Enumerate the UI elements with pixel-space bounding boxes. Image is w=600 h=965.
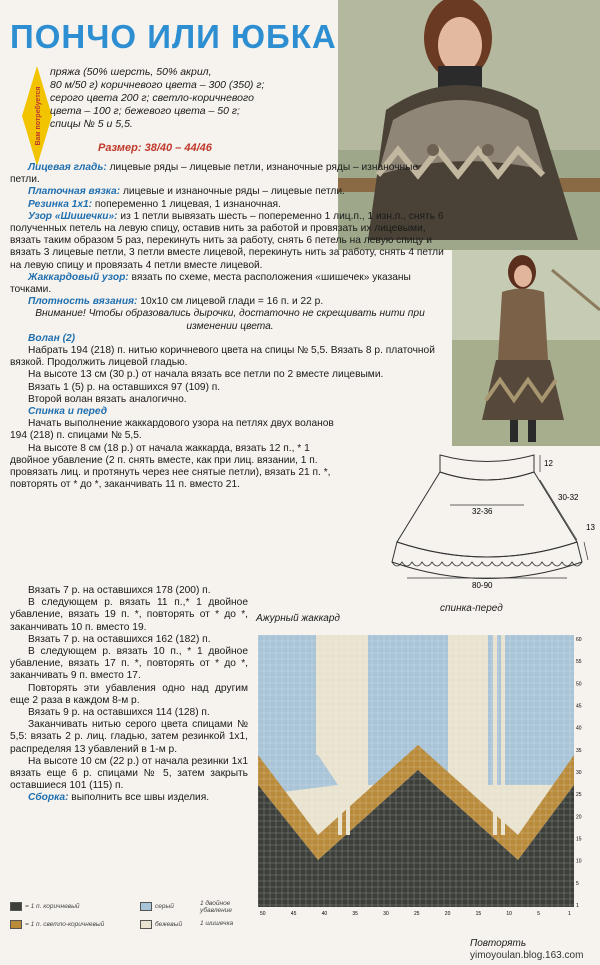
section-text: лицевые ряды – лицевые петли, изнаночные ряды – изнаночные петли. [10, 162, 419, 186]
legend-text: = 1 п. коричневый [25, 903, 80, 910]
section-text: Вязать 9 р. на оставшихся 114 (128) п. [28, 707, 210, 719]
chart-label: Ажурный жаккард [256, 613, 340, 624]
legend-item [10, 902, 79, 911]
y-tick-label: 1 [576, 903, 579, 909]
x-tick-label: 25 [414, 911, 420, 917]
y-tick-label: 35 [576, 747, 582, 754]
skirt-illustration [452, 250, 600, 446]
materials-line: 80 м/50 г) коричневого цвета – 300 (350) г; [50, 79, 265, 91]
section-text: Заканчивать нитью серого цвета спицами № 5,5: вязать 2 р. лиц. гладью, затем резинкой 1x1, распределяя 13 убавлений в 1-м р. [10, 719, 248, 755]
section-text: Начать выполнение жаккардового узора на петлях двух воланов 194 (218) п. спицами № 5,5. [10, 418, 334, 442]
section-heading: Узор «Шишечки»: [28, 210, 118, 222]
section-text: На высоте 13 см (30 р.) от начала вязать все петли по 2 вместе лицевыми. [28, 369, 384, 381]
legend-text: 1 двойное убавление [200, 900, 232, 914]
materials-line: спицы № 5 и 5,5. [50, 118, 133, 130]
legend-swatch [140, 902, 152, 911]
materials-line: пряжа (50% шерсть, 50% акрил, [50, 66, 212, 78]
section-text: Набрать 194 (218) п. нитью коричневого цвета на спицы № 5,5. Вязать 8 р. платочной вязкой. Продолжить лицевой гладью. [10, 345, 435, 369]
y-tick-label: 40 [576, 725, 582, 732]
materials-line: цвета – 100 г; бежевого цвета – 50 г; [50, 105, 240, 117]
x-tick-label: 45 [290, 911, 297, 917]
y-tick-label: 5 [576, 880, 579, 887]
x-tick-label: 1 [568, 911, 571, 917]
needed-badge [22, 66, 46, 166]
section-text: Второй волан вязать аналогично. [28, 393, 187, 405]
jacquard-chart [258, 635, 584, 925]
watermark: yimoyoulan.blog.163.com [470, 950, 584, 961]
legend-swatch [10, 902, 22, 911]
legend-swatch [140, 920, 152, 929]
schema-dim: 12 [544, 459, 553, 468]
repeat-label: Повторять [470, 938, 527, 949]
gray-block [488, 635, 574, 785]
y-tick-label: 25 [576, 792, 582, 799]
section-heading: Плотность вязания: [28, 296, 138, 308]
schema-dim: 13 [586, 523, 595, 532]
section-heading: Сборка: [28, 792, 69, 804]
y-tick-label: 55 [576, 659, 582, 666]
page-title: ПОНЧО ИЛИ ЮБКА [10, 18, 337, 55]
legend-text: 1 шишечка [200, 920, 234, 927]
section-text: выполнить все швы изделия. [68, 792, 210, 804]
section-heading: Резинка 1x1: [28, 198, 93, 210]
section-heading: Лицевая гладь: [28, 162, 107, 173]
schema-dim: 80-90 [472, 581, 493, 590]
x-tick-label: 40 [321, 911, 328, 917]
schema-dim: 32-36 [472, 507, 493, 516]
jacquard-grid [258, 635, 584, 925]
schema-drawing [372, 450, 597, 600]
y-tick-label: 45 [576, 703, 582, 710]
y-tick-label: 60 [576, 637, 582, 643]
section-text: попеременно 1 лицевая, 1 изнаночная. [92, 198, 281, 210]
schema-dim: 30-32 [558, 493, 579, 502]
legend-swatch [10, 920, 22, 929]
legend-item [140, 920, 182, 929]
x-tick-label: 10 [506, 911, 512, 917]
section-text: лицевые и изнаночные ряды – лицевые петли. [120, 186, 345, 198]
materials-list [50, 66, 350, 131]
y-tick-label: 15 [576, 836, 582, 843]
x-tick-label: 35 [352, 911, 358, 917]
section-text: Вязать 1 (5) р. на оставшихся 97 (109) п. [28, 381, 221, 393]
section-text: Вязать 7 р. на оставшихся 162 (182) п. [28, 633, 211, 645]
size-line: Размер: 38/40 – 44/46 [98, 142, 212, 154]
y-tick-label: 10 [576, 858, 582, 865]
section-heading: Волан (2) [28, 332, 76, 344]
legend-text: серый [155, 903, 174, 910]
legend-item [200, 920, 233, 927]
section-text: вязать по схеме, места расположения «шишечек» указаны точками. [10, 271, 411, 296]
legend-item [10, 920, 104, 929]
x-tick-label: 20 [444, 911, 451, 917]
legend-item [200, 900, 260, 914]
y-tick-label: 20 [576, 814, 582, 821]
y-tick-label: 30 [576, 770, 582, 776]
skirt-photo [452, 250, 600, 446]
section-text: Повторять эти убавления одно над другим еще 2 раза в каждом 8-м р. [10, 682, 248, 706]
section-text: В следующем р. вязать 10 п., * 1 двойное убавление, вязать 17 п. *, повторять от * до *, заканчивать 9 п. вместо 17. [10, 646, 248, 682]
x-tick-label: 15 [475, 911, 482, 917]
section-text: 10x10 см лицевой глади = 16 п. и 22 р. [137, 296, 324, 308]
section-text: Вязать 7 р. на оставшихся 178 (200) п. [28, 585, 211, 596]
section-text: В следующем р. вязать 11 п.,* 1 двойное убавление, вязать 19 п. *, повторять от * до *, заканчивать 10 п. вместо 19. [10, 597, 248, 633]
section-heading: Платочная вязка: [28, 186, 121, 198]
section-text: из 1 петли вывязать шесть – попеременно 1 лиц.п., 1 изн.п., снять 6 полученных петель на левую спицу, оставив нить за работой и провязать их лицевыми, вязать таким образом 5 раз, перекинуть нить за работу, снять 6 петель на левую спицу и вязать 3 лицевые петли, 3 петли вместе лицевой, перекинуть нить за работу, снять 4 петли на левую спицу и провязать 4 петли вместе лицевой. [10, 210, 444, 271]
legend-text: = 1 п. светло-коричневый [25, 921, 105, 928]
x-tick-label: 50 [260, 911, 266, 917]
section-text: На высоте 8 см (18 р.) от начала жаккарда, вязать 12 п., * 1 двойное убавление (2 п. снять вместе, как при лиц. вязании, 1 п. провязать лиц. и протянуть через нее снятые петли), вязать 21 п. *, повторять от * до *, заканчивать 11 п. вместо 21. [10, 442, 331, 491]
badge-text: Вам потребуется [35, 86, 42, 146]
x-tick-label: 30 [383, 911, 389, 917]
x-tick-label: 5 [537, 911, 540, 917]
attention-note: Внимание! Чтобы образовались дырочки, достаточно не скрещивать нити при изменении цвета. [35, 308, 425, 332]
y-tick-label: 50 [576, 681, 582, 688]
schema-label: спинка-перед [440, 603, 503, 614]
chart-legend [10, 898, 260, 938]
section-heading: Жаккардовый узор: [28, 271, 129, 283]
legend-text: бежевый [155, 921, 183, 928]
badge-shape [22, 66, 52, 166]
section-text: На высоте 10 см (22 р.) от начала резинки 1x1 вязать еще 6 р. спицами № 5, затем закрыть оставшиеся 101 (115) п. [10, 755, 248, 792]
materials-line: серого цвета 200 г; светло-коричневого [50, 92, 254, 104]
instructions-upper [10, 162, 450, 491]
legend-item [140, 902, 174, 911]
front-back-schema [372, 450, 597, 600]
section-heading: Спинка и перед [28, 406, 107, 418]
instructions-lower [10, 585, 248, 805]
